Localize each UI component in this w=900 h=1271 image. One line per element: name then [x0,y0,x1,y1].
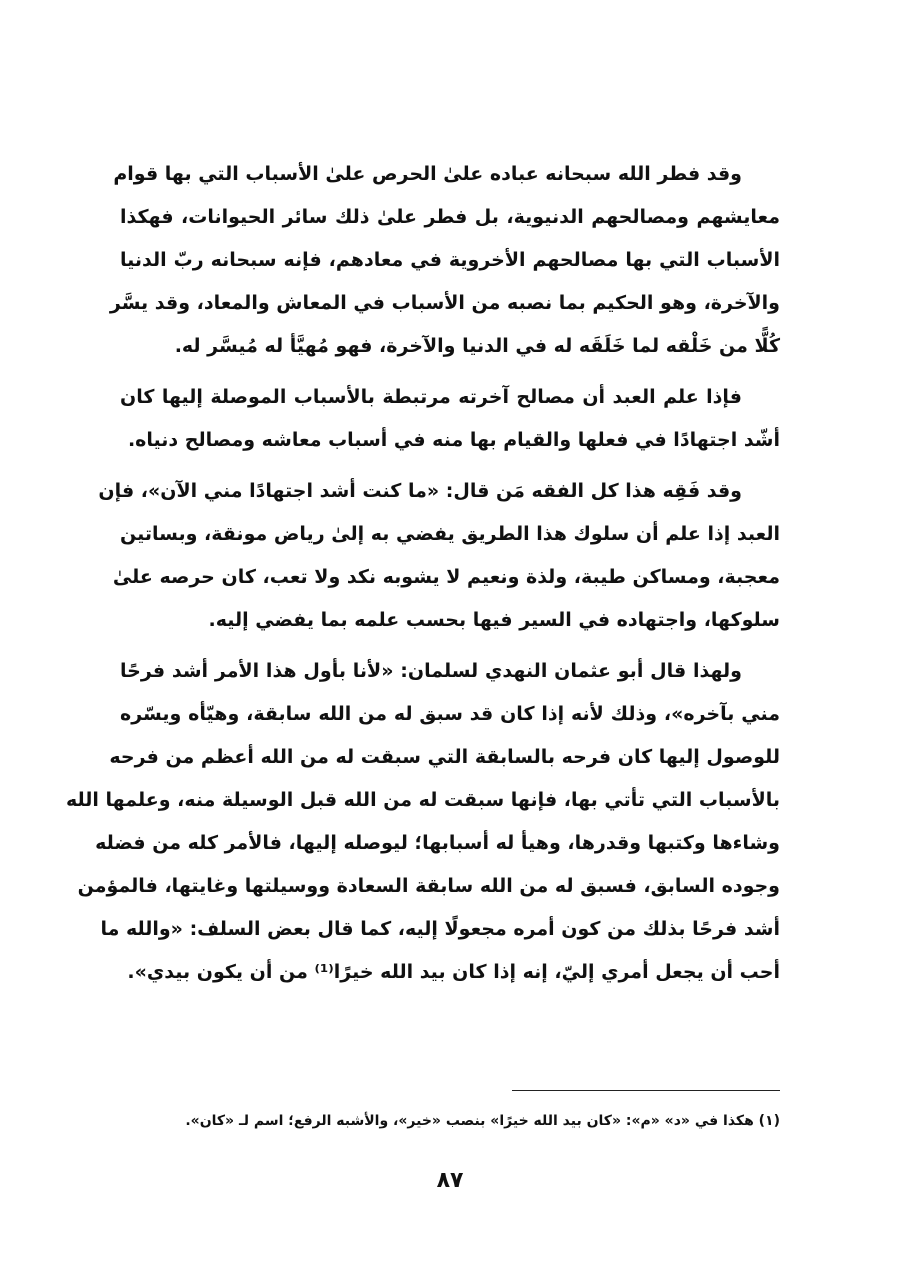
text-line: للوصول إليها كان فرحه بالسابقة التي سبقت له من الله أعظم من فرحه [109,746,780,768]
text-line: معجبة، ومساكن طيبة، ولذة ونعيم لا يشوبه نكد ولا تعب، كان حرصه علىٰ [112,566,780,588]
text-line: وقد فطر الله سبحانه عباده علىٰ الحرص علىٰ الأسباب التي بها قوام [113,163,742,185]
text-line: فإذا علم العبد أن مصالح آخرته مرتبطة بالأسباب الموصلة إليها كان [120,386,742,408]
text-line: وقد فَقِه هذا كل الفقه مَن قال: «ما كنت أشد اجتهادًا مني الآن»، فإن [98,480,742,502]
text-line: أشد فرحًا بذلك من كون أمره مجعولًا إليه، كما قال بعض السلف: «والله ما [100,918,780,940]
paragraph-3 [98,470,780,642]
paragraph-1 [109,153,780,368]
text-line: والآخرة، وهو الحكيم بما نصبه من الأسباب في المعاش والمعاد، وقد يسَّر [109,292,780,314]
paragraph-4 [66,650,780,994]
text-line: وجوده السابق، فسبق له من الله سابقة السعادة ووسيلتها وغايتها، فالمؤمن [77,875,780,897]
text-line: ولهذا قال أبو عثمان النهدي لسلمان: «لأنا بأول هذا الأمر أشد فرحًا [120,660,742,682]
footnote-separator [512,1090,780,1091]
text-line: الأسباب التي بها مصالحهم الأخروية في معادهم، فإنه سبحانه ربّ الدنيا [120,249,780,271]
text-line: كُلًّا من خَلْقه لما خَلَقَه له في الدنيا والآخرة، فهو مُهيَّأ له مُيسَّر له. [174,335,780,357]
text-line: وشاءها وكتبها وقدرها، وهيأ له أسبابها؛ ليوصله إليها، فالأمر كله من فضله [95,832,780,854]
page-number: ٨٧ [436,1168,464,1193]
text-line: مني بآخره»، وذلك لأنه إذا كان قد سبق له من الله سابقة، وهيّأه ويسّره [120,703,780,725]
text-line: أشّد اجتهادًا في فعلها والقيام بها منه في أسباب معاشه ومصالح دنياه. [127,429,780,451]
footnote: (١) هكذا في «د» «م»: «كان بيد الله خيرًا» بنصب «خير»، والأشبه الرفع؛ اسم لـ «كان». [185,1113,780,1129]
text-line: سلوكها، واجتهاده في السير فيها بحسب علمه بما يفضي إليه. [208,609,780,631]
text-line: العبد إذا علم أن سلوك هذا الطريق يفضي به إلىٰ رياض مونقة، وبساتين [120,523,780,545]
text-line: أحب أن يجعل أمري إليّ، إنه إذا كان بيد الله خيرًا⁽¹⁾ من أن يكون بيدي». [127,961,780,983]
body-text [66,153,780,1002]
paragraph-2 [120,376,780,462]
text-line: بالأسباب التي تأتي بها، فإنها سبقت له من الله قبل الوسيلة منه، وعلمها الله [66,789,780,811]
text-line: معايشهم ومصالحهم الدنيوية، بل فطر علىٰ ذلك سائر الحيوانات، فهكذا [120,206,780,228]
